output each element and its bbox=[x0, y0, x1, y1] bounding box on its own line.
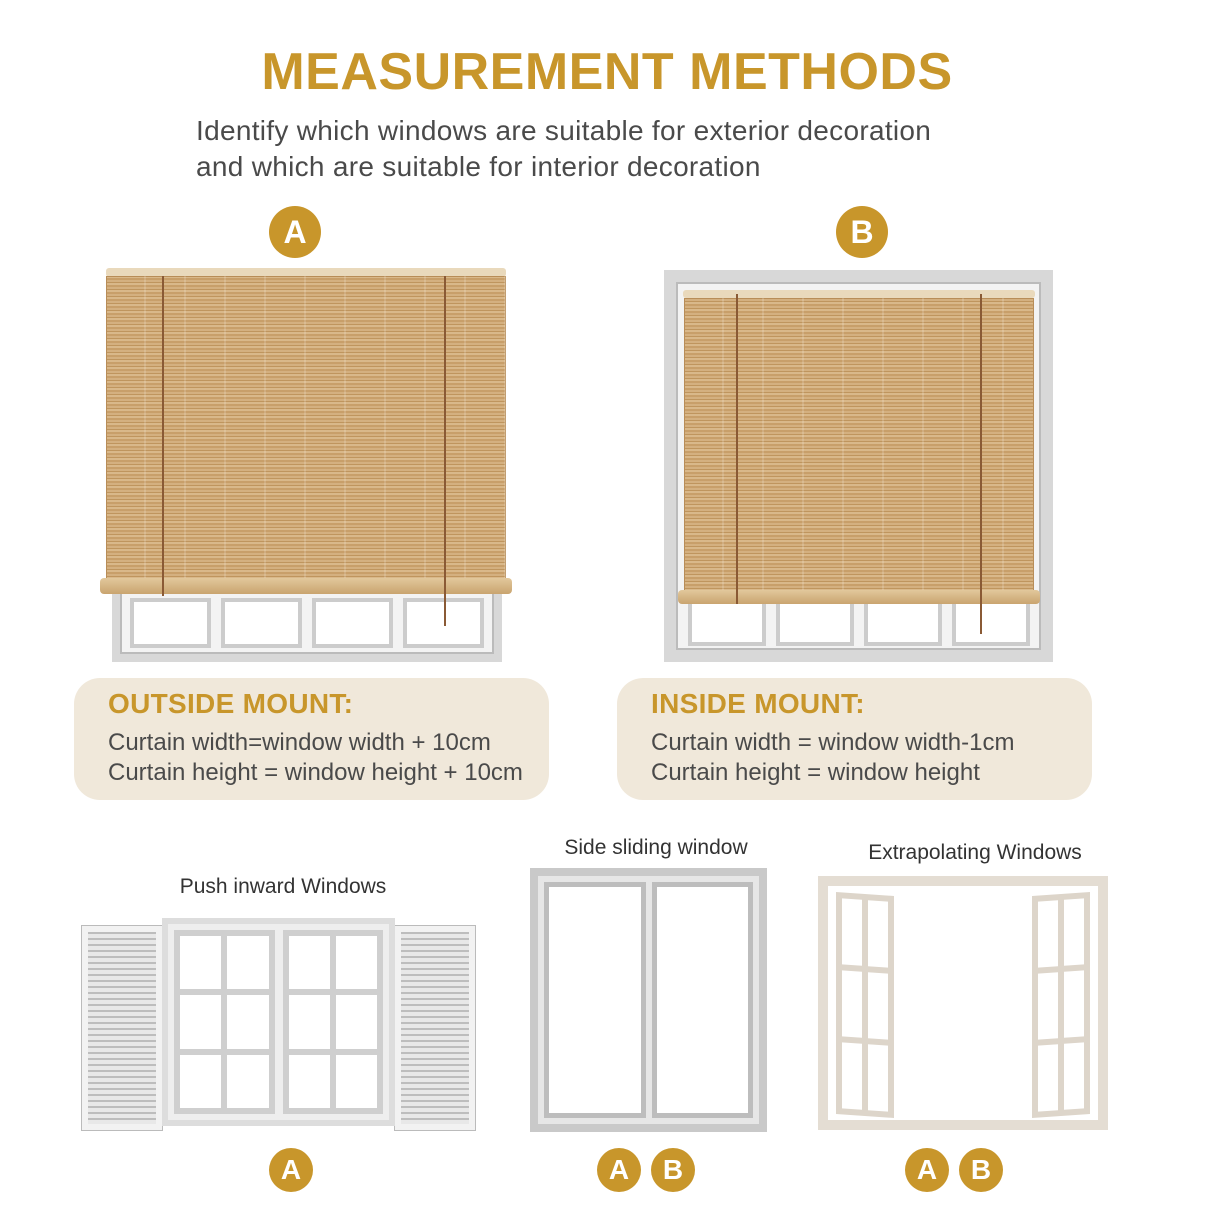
side-sliding-badge-a: A bbox=[597, 1148, 641, 1192]
inside-mount-height-rule: Curtain height = window height bbox=[651, 759, 980, 786]
side-sliding-badge-b: B bbox=[651, 1148, 695, 1192]
inside-mount-box bbox=[617, 678, 1092, 800]
extrapolating-window-image bbox=[818, 876, 1108, 1130]
side-sliding-label: Side sliding window bbox=[564, 836, 748, 859]
outside-mount-height-rule: Curtain height = window height + 10cm bbox=[108, 759, 523, 786]
push-inward-window-image bbox=[82, 918, 475, 1130]
push-inward-label: Push inward Windows bbox=[179, 875, 387, 898]
page-title: MEASUREMENT METHODS bbox=[261, 43, 953, 101]
inside-mount-image bbox=[664, 270, 1053, 662]
outside-mount-box bbox=[74, 678, 549, 800]
outside-mount-heading: OUTSIDE MOUNT: bbox=[108, 688, 354, 719]
extrapolating-badge-b: B bbox=[959, 1148, 1003, 1192]
outside-mount-width-rule: Curtain width=window width + 10cm bbox=[108, 729, 491, 756]
extrapolating-badge-a: A bbox=[905, 1148, 949, 1192]
badge-b: B bbox=[836, 206, 888, 258]
side-sliding-window-image bbox=[530, 868, 767, 1132]
outside-mount-image bbox=[100, 262, 512, 664]
push-inward-badge-a: A bbox=[269, 1148, 313, 1192]
extrapolating-label: Extrapolating Windows bbox=[868, 841, 1082, 864]
badge-a: A bbox=[269, 206, 321, 258]
subtitle-line-2: and which are suitable for interior decoration bbox=[196, 151, 761, 182]
subtitle-line-1: Identify which windows are suitable for exterior decoration bbox=[196, 115, 932, 146]
inside-mount-heading: INSIDE MOUNT: bbox=[651, 688, 865, 719]
inside-mount-width-rule: Curtain width = window width-1cm bbox=[651, 729, 1015, 756]
